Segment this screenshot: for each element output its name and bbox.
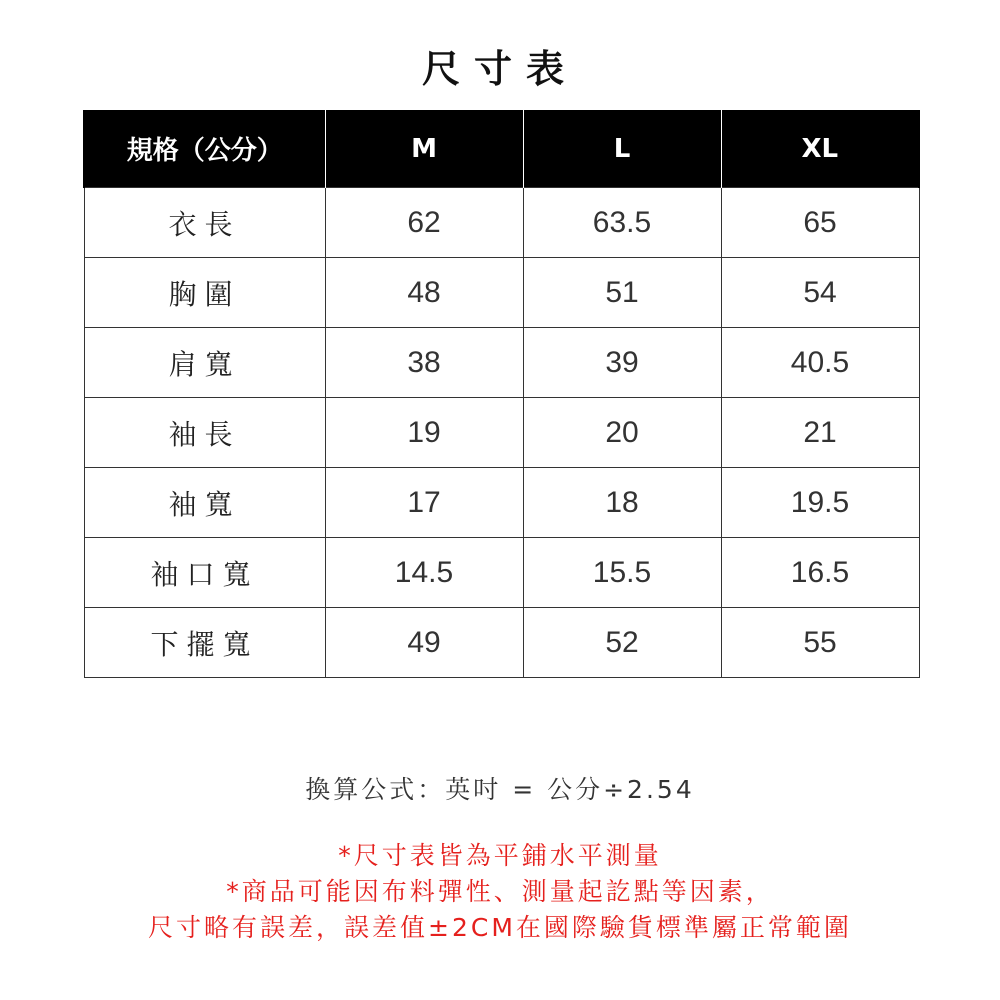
cell-xl: 40.5 <box>721 328 919 398</box>
table-header-row <box>84 110 919 188</box>
row-label: 下擺寬 <box>84 608 325 678</box>
cell-l: 18 <box>523 468 721 538</box>
cell-l: 52 <box>523 608 721 678</box>
table-row <box>84 258 919 328</box>
table-row <box>84 328 919 398</box>
cell-m: 48 <box>325 258 523 328</box>
measurement-notes <box>0 838 1000 946</box>
page-title: 尺寸表 <box>421 47 578 91</box>
cell-xl: 19.5 <box>721 468 919 538</box>
note-line: *商品可能因布料彈性、測量起訖點等因素， <box>226 877 774 906</box>
table-row <box>84 398 919 468</box>
cell-l: 63.5 <box>523 188 721 258</box>
cell-m: 14.5 <box>325 538 523 608</box>
table-row <box>84 188 919 258</box>
header-size-xl: XL <box>721 110 919 188</box>
table-row <box>84 538 919 608</box>
cell-l: 15.5 <box>523 538 721 608</box>
cell-m: 38 <box>325 328 523 398</box>
cell-l: 20 <box>523 398 721 468</box>
row-label: 袖口寬 <box>84 538 325 608</box>
note-line: *尺寸表皆為平鋪水平測量 <box>338 841 662 870</box>
cell-xl: 65 <box>721 188 919 258</box>
table-row <box>84 608 919 678</box>
cell-l: 51 <box>523 258 721 328</box>
cell-xl: 54 <box>721 258 919 328</box>
conversion-formula: 換算公式：英吋 = 公分÷2.54 <box>305 775 695 804</box>
row-label: 袖寬 <box>84 468 325 538</box>
size-table <box>83 110 920 678</box>
cell-xl: 21 <box>721 398 919 468</box>
table-row <box>84 468 919 538</box>
header-size-l: L <box>523 110 721 188</box>
row-label: 肩寬 <box>84 328 325 398</box>
cell-m: 49 <box>325 608 523 678</box>
cell-xl: 55 <box>721 608 919 678</box>
cell-xl: 16.5 <box>721 538 919 608</box>
header-size-m: M <box>325 110 523 188</box>
row-label: 胸圍 <box>84 258 325 328</box>
cell-l: 39 <box>523 328 721 398</box>
note-line: 尺寸略有誤差，誤差值±2CM在國際驗貨標準屬正常範圍 <box>148 913 852 942</box>
cell-m: 19 <box>325 398 523 468</box>
header-spec: 規格（公分） <box>84 110 325 188</box>
row-label: 袖長 <box>84 398 325 468</box>
cell-m: 62 <box>325 188 523 258</box>
cell-m: 17 <box>325 468 523 538</box>
row-label: 衣長 <box>84 188 325 258</box>
